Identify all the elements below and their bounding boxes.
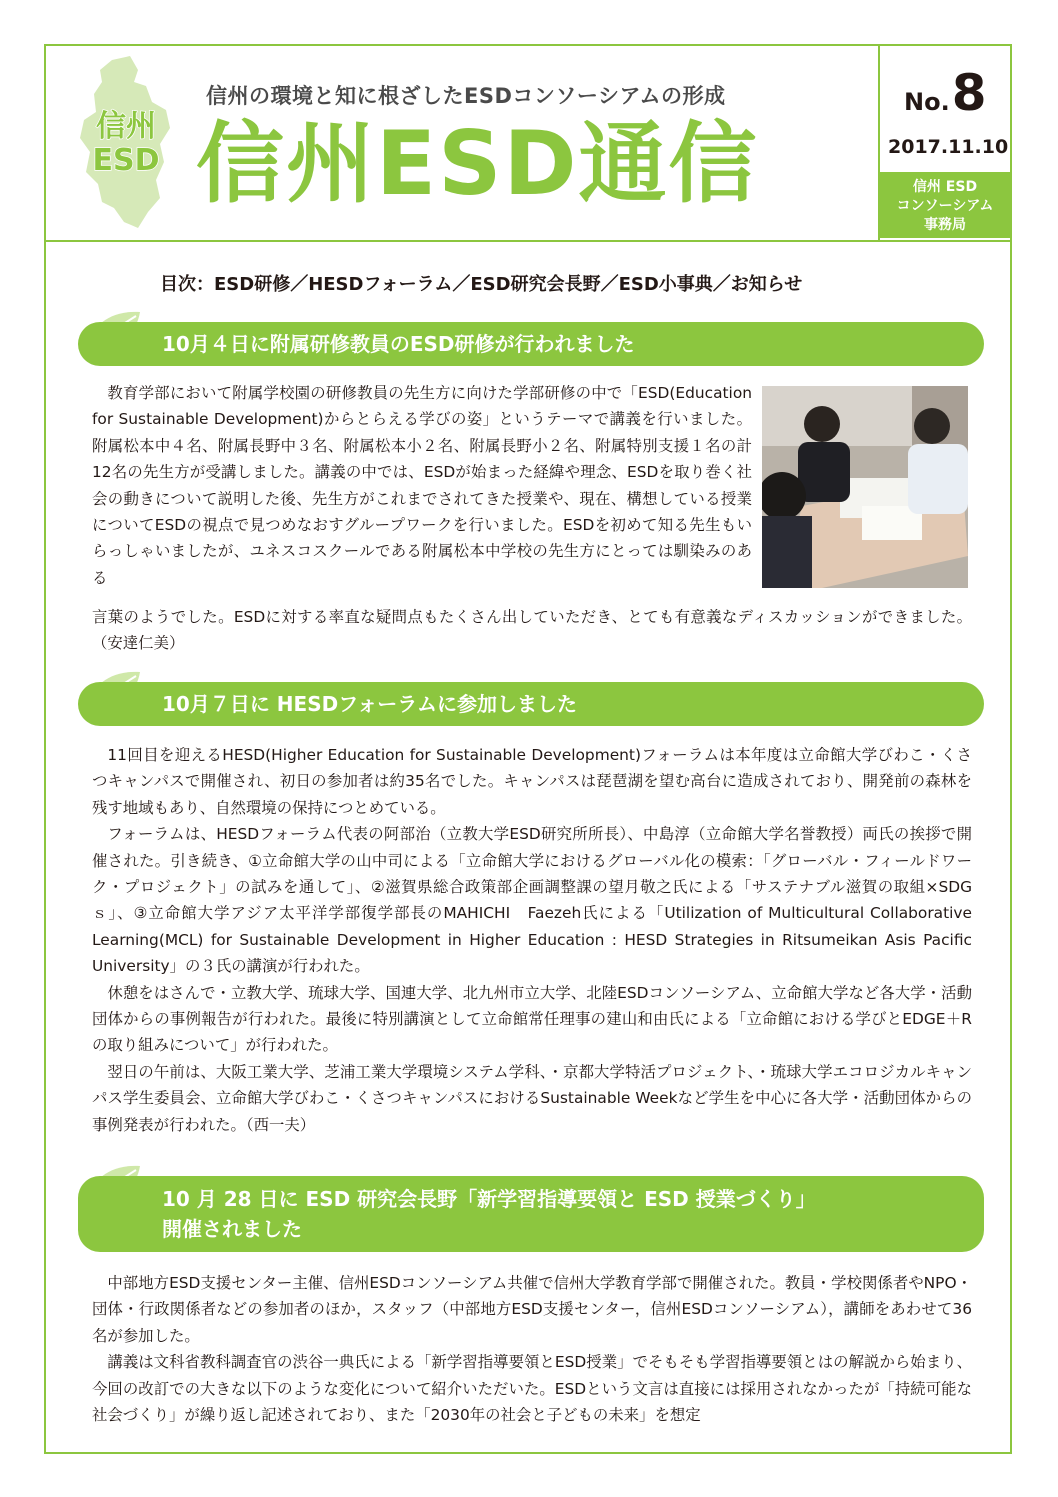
paragraph: 講義は文科省教科調査官の渋谷一典氏による「新学習指導要領とESD授業」でそもそも学習指導要領とはの解説から始まり、今回の改訂での大きな以下のような変化について紹介いただいた。ESDという文言は直接には採用されなかったが「持続可能な社会づくり」が繰り返し記述されており、また「2030年の社会と子どもの未来」を想定 xyxy=(92,1353,972,1425)
paragraph: 11回目を迎えるHESD(Higher Education for Sustainable Development)フォーラムは本年度は立命館大学びわこ・くさつキャンパスで開催され、初日の参加者は約35名でした。キャンパスは琵琶湖を望む高台に造成されており、開発前の森林を残す地域もあり、自然環境の保持につとめている。 xyxy=(92,746,972,817)
header-divider xyxy=(44,240,1012,242)
office-line1: 信州 ESD xyxy=(912,179,978,195)
paragraph: フォーラムは、HESDフォーラム代表の阿部治（立教大学ESD研究所所長）、中島淳（立命館大学名誉教授）両氏の挨拶で開催された。引き続き、①立命館大学の山中司による「立命館大学におけるグローバル化の模索：「グローバル・フィールドワーク・プロジェクト」の試みを通して」、②滋賀県総合政策部企画調整課の望月敬之氏による「サステナブル滋賀の取組×SDGｓ」、③立命館大学アジア太平洋学部復学部長のMAHICHI Faezeh氏による「Utilization of Multicultural Collaborative Learning(MCL) for Sustainable Development in Higher Education : HESD Strategies in Ritsumeikan Asis Pacific University」の３氏の講演が行われた。 xyxy=(92,825,972,976)
section-body-esd-study-nagano xyxy=(92,1270,972,1450)
issue-date: 2017.11.10 xyxy=(888,136,1009,158)
section-heading-hesd-forum: 10月７日に HESDフォーラムに参加しました xyxy=(78,682,984,726)
section-body-esd-training-b xyxy=(92,604,972,658)
paragraph: 休憩をはさんで・立教大学、琉球大学、国連大学、北九州市立大学、北陸ESDコンソーシアム、立命館大学など各大学・活動団体からの事例報告が行われた。最後に特別講演として立命館常任理事の建山和由氏による「立命館における学びとEDGE＋Rの取り組みについて」が行われた。 xyxy=(92,983,972,1055)
office-line3: 事務局 xyxy=(924,217,966,233)
heading-line2: 開催されました xyxy=(162,1217,302,1241)
issue-number-block xyxy=(904,64,987,122)
section-body-esd-training-a xyxy=(92,380,752,610)
table-of-contents: 目次：ESD研修／HESDフォーラム／ESD研究会長野／ESD小事典／お知らせ xyxy=(160,274,803,295)
logo-text-line1: 信州 xyxy=(96,109,156,144)
shinshu-map-logo xyxy=(72,52,180,232)
heading-line1: 10 月 28 日に ESD 研究会長野「新学習指導要領と ESD 授業づくり」 xyxy=(162,1187,816,1211)
workshop-photo xyxy=(762,386,968,588)
section-heading-esd-study-nagano xyxy=(78,1176,984,1252)
logo-text-line2: ESD xyxy=(92,143,160,178)
section-heading-esd-training: 10月４日に附属研修教員のESD研修が行われました xyxy=(78,322,984,366)
newsletter-subtitle: 信州の環境と知に根ざしたESDコンソーシアムの形成 xyxy=(206,84,726,108)
newsletter-title: 信州ESD通信 xyxy=(196,112,759,215)
office-badge xyxy=(880,172,1010,238)
issue-label: No. xyxy=(904,88,950,116)
office-line2: コンソーシアム xyxy=(896,198,994,214)
paragraph: 翌日の午前は、大阪工業大学、芝浦工業大学環境システム学科、・京都大学特活プロジェクト、・琉球大学エコロジカルキャンパス学生委員会、立命館大学びわこ・くさつキャンパスにおけるSustainable Weekなど学生を中心に各大学・活動団体からの事例発表が行われた。（西一夫） xyxy=(92,1062,972,1134)
issue-number: 8 xyxy=(951,64,987,122)
paragraph: 教育学部において附属学校園の研修教員の先生方に向けた学部研修の中で「ESD(Education for Sustainable Development)からとらえる学びの姿」というテーマで講義を行いました。附属松本中４名、附属長野中３名、附属松本小２名、附属長野小２名、附属特別支援１名の計12名の先生方が受講しました。講義の中では、ESDが始まった経緯や理念、ESDを取り巻く社会の動きについて説明した後、先生方がこれまでされてきた授業や、現在、構想している授業についてESDの視点で見つめなおすグループワークを行いました。ESDを初めて知る先生もいらっしゃいましたが、ユネスコスクールである附属松本中学校の先生方にとっては馴染みのある xyxy=(92,384,752,587)
section-body-hesd-forum xyxy=(92,742,972,1158)
paragraph-continued: 言葉のようでした。ESDに対する率直な疑問点もたくさん出していただき、とても有意義なディスカッションができました。（安達仁美） xyxy=(92,608,972,653)
paragraph: 中部地方ESD支援センター主催、信州ESDコンソーシアム共催で信州大学教育学部で開催された。教員・学校関係者やNPO・団体・行政関係者などの参加者のほか，スタッフ（中部地方ESD支援センター，信州ESDコンソーシアム），講師をあわせて36名が参加した。 xyxy=(92,1274,972,1345)
